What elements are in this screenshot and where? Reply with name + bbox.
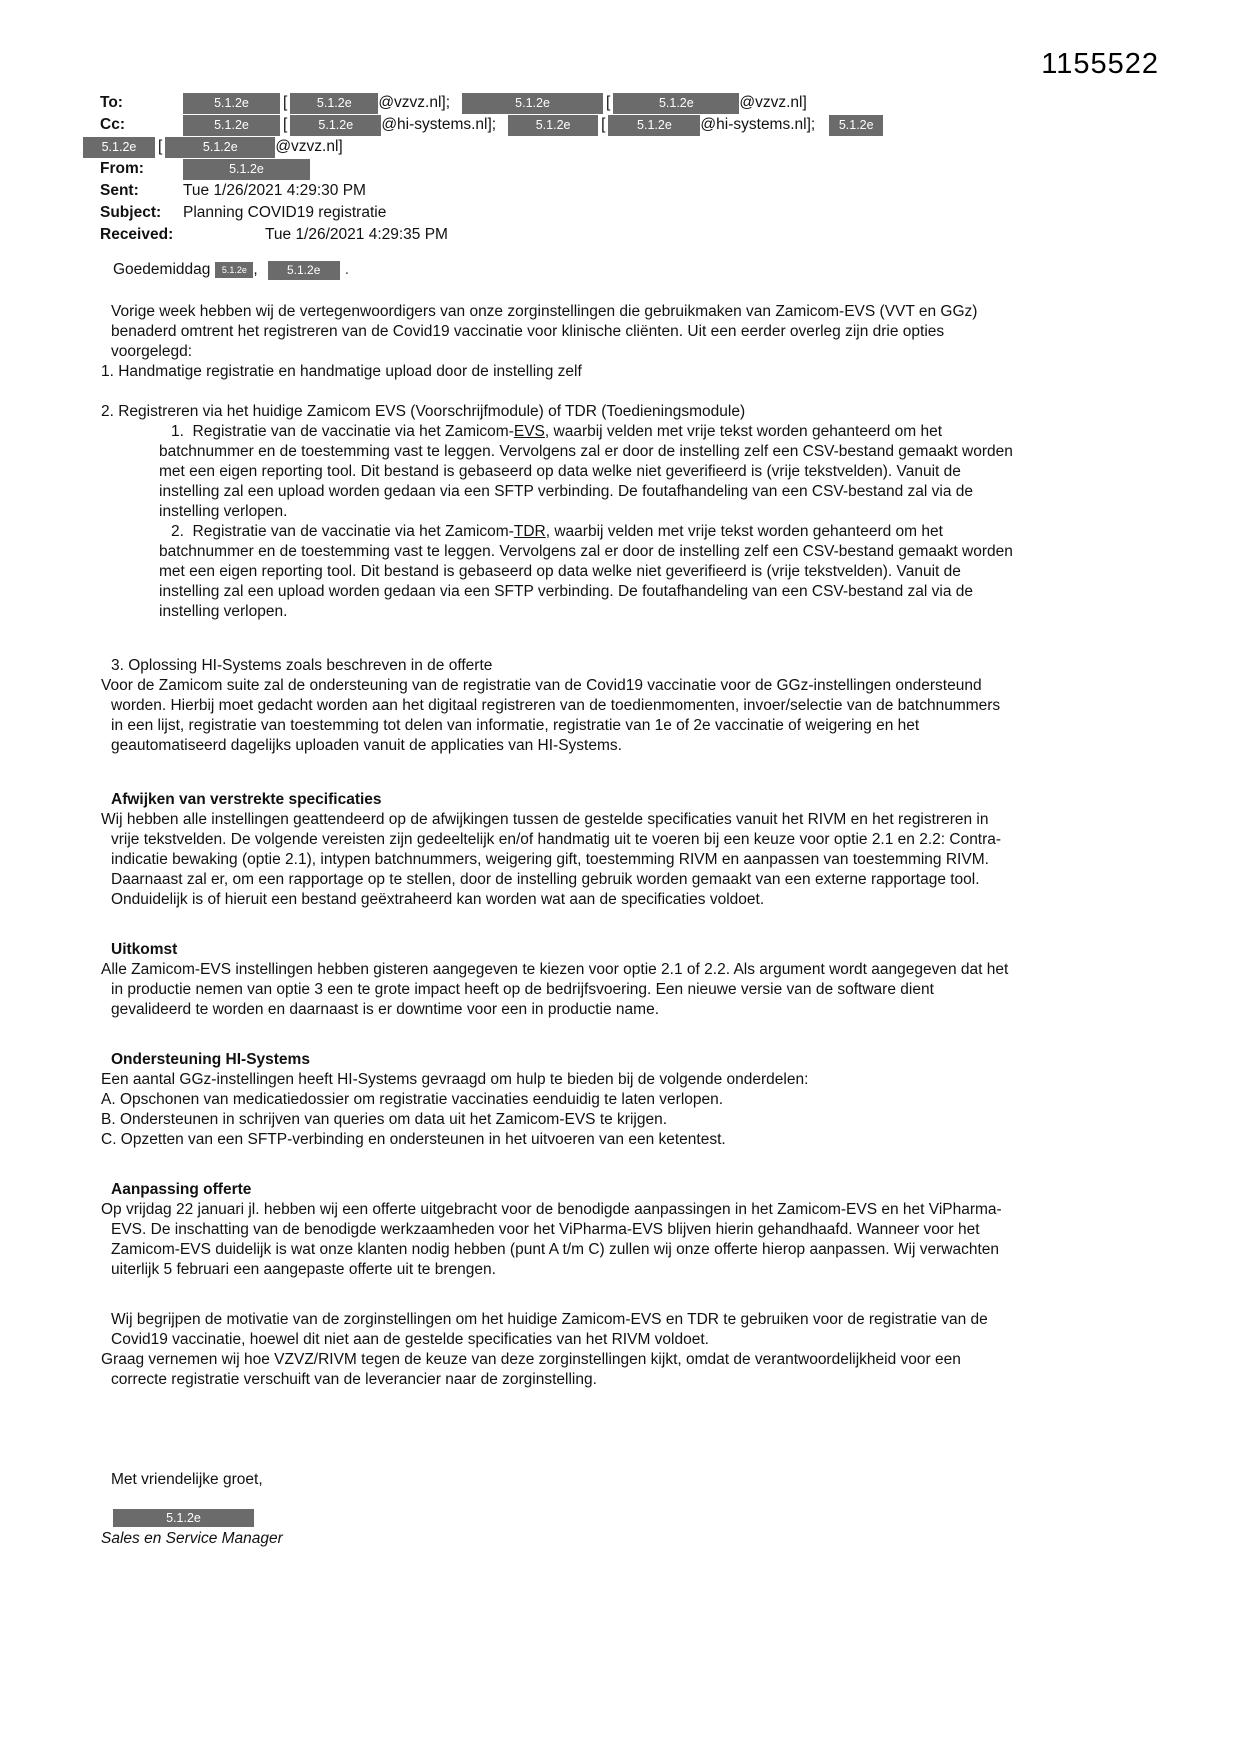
address-domain: @hi-systems.nl]; [381, 116, 497, 133]
to-row [83, 92, 983, 114]
redaction-box: 5.1.2e [462, 93, 603, 114]
received-value: Tue 1/26/2021 4:29:35 PM [265, 226, 448, 243]
sent-value: Tue 1/26/2021 4:29:30 PM [183, 182, 366, 199]
option-2-sub-2 [101, 522, 1018, 622]
redaction-box: 5.1.2e [215, 262, 253, 278]
sub-item-text: 2. Registratie van de vaccinatie via het Zamicom- [171, 523, 514, 540]
redaction-box: 5.1.2e [508, 115, 598, 136]
from-label: From: [100, 160, 144, 177]
email-header [83, 92, 983, 246]
greeting-period: . [344, 261, 349, 278]
greeting-comma: , [253, 261, 258, 278]
cc-row [83, 114, 983, 136]
sub-item-text: , waarbij velden met vrije tekst worden gehanteerd om het batchnummer en de toestemming vast te leggen. Vervolgens zal er door de instelling zelf een CSV-bestand gemaakt worden met een eigen reporting tool. Dit bestand is gebaseerd op data welke niet geverifieerd is (vrije tekstvelden). Vanuit de instelling zal een upload worden gedaan via een SFTP verbinding. De foutafhandeling van een CSV-bestand zal via de instelling verlopen. [159, 523, 1018, 620]
redaction-box: 5.1.2e [165, 137, 275, 158]
option-2-sub-1 [101, 422, 1018, 522]
to-label: To: [100, 94, 123, 111]
underlined-term: EVS [513, 423, 545, 440]
redaction-box: 5.1.2e [183, 159, 310, 180]
option-1: 1. Handmatige registratie en handmatige upload door de instelling zelf [101, 363, 582, 380]
subject-label: Subject: [100, 204, 162, 221]
section-heading-uitkomst: Uitkomst [111, 941, 178, 958]
redaction-box: 5.1.2e [83, 137, 155, 158]
address-domain: @vzvz.nl] [275, 138, 343, 155]
section-heading-aanpassing: Aanpassing offerte [111, 1181, 252, 1198]
underlined-term: TDR [513, 523, 546, 540]
sent-row [83, 180, 983, 202]
received-row [83, 224, 983, 246]
cc-continuation-row [83, 136, 983, 158]
address-domain: @hi-systems.nl]; [700, 116, 816, 133]
list-item-c: C. Opzetten van een SFTP-verbinding en ondersteunen in het uitvoeren van een ketentest. [101, 1131, 726, 1148]
redaction-box: 5.1.2e [613, 93, 739, 114]
address-bracket: [ [158, 138, 163, 155]
sub-item-text: 1. Registratie van de vaccinatie via het Zamicom- [171, 423, 514, 440]
redaction-box: 5.1.2e [268, 261, 340, 280]
signature-title: Sales en Service Manager [101, 1530, 283, 1547]
greeting-text: Goedemiddag [113, 261, 211, 278]
paragraph-aanpassing: Op vrijdag 22 januari jl. hebben wij een offerte uitgebracht voor de benodigde aanpassingen in het Zamicom-EVS en het ViPharma-EVS. De inschatting van de benodigde werkzaamheden voor het ViPharma-EVS blijven hierin gehandhaafd. Wanneer voor het Zamicom-EVS duidelijk is wat onze klanten nodig hebben (punt A t/m C) zullen wij onze offerte hierop aanpassen. Wij verwachten uiterlijk 5 februari een aangepaste offerte uit te brengen. [101, 1201, 1004, 1278]
paragraph-intro: Vorige week hebben wij de vertegenwoordigers van onze zorginstellingen die gebruikmaken van Zamicom-EVS (VVT en GGz) benaderd omtrent het registreren van de Covid19 vaccinatie voor klinische cliënten. Uit een eerder overleg zijn drie opties voorgelegd: [111, 303, 982, 360]
sub-item-text: , waarbij velden met vrije tekst worden gehanteerd om het batchnummer en de toestemming vast te leggen. Vervolgens zal er door de instelling zelf een CSV-bestand gemaakt worden met een eigen reporting tool. Dit bestand is gebaseerd op data welke niet geverifieerd is (vrije tekstvelden). Vanuit de instelling zal een upload worden gedaan via een SFTP verbinding. De foutafhandeling van een CSV-bestand zal via de instelling verlopen. [159, 423, 1018, 520]
signature-redaction-box: 5.1.2e [113, 1509, 254, 1527]
paragraph-ondersteuning: Een aantal GGz-instellingen heeft HI-Systems gevraagd om hulp te bieden bij de volgende onderdelen: [101, 1071, 809, 1088]
redaction-box: 5.1.2e [290, 115, 381, 136]
address-domain: @vzvz.nl]; [378, 94, 451, 111]
redaction-box: 5.1.2e [829, 115, 883, 136]
received-label: Received: [100, 226, 174, 243]
paragraph-begrip: Wij begrijpen de motivatie van de zorginstellingen om het huidige Zamicom-EVS en TDR te gebruiken voor de registratie van de Covid19 vaccinatie, hoewel dit niet aan de gestelde specificaties van het RIVM voldoet. [111, 1311, 993, 1348]
option-3: 3. Oplossing HI-Systems zoals beschreven in de offerte [111, 657, 493, 674]
list-item-b: B. Ondersteunen in schrijven van queries om data uit het Zamicom-EVS te krijgen. [101, 1111, 668, 1128]
sent-label: Sent: [100, 182, 139, 199]
option-2: 2. Registreren via het huidige Zamicom EVS (Voorschrijfmodule) of TDR (Toedieningsmodule) [101, 403, 746, 420]
closing: Met vriendelijke groet, [111, 1471, 263, 1488]
paragraph-uitkomst: Alle Zamicom-EVS instellingen hebben gisteren aangegeven te kiezen voor optie 2.1 of 2.2. Als argument wordt aangegeven dat het in productie nemen van optie 3 een te grote impact heeft op de bedrijfsvoering. Een nieuwe versie van de software dient gevalideerd te worden en daarnaast is er downtime voor een in productie name. [101, 961, 1013, 1018]
redaction-box: 5.1.2e [608, 115, 700, 136]
section-heading-ondersteuning: Ondersteuning HI-Systems [111, 1051, 310, 1068]
redaction-box: 5.1.2e [290, 93, 378, 114]
from-row [83, 158, 983, 180]
address-bracket: [ [283, 116, 288, 133]
document-id: 1155522 [1041, 48, 1159, 80]
paragraph-option3: Voor de Zamicom suite zal de ondersteuning van de registratie van de Covid19 vaccinatie voor de GGz-instellingen ondersteund worden. Hierbij moet gedacht worden aan het digitaal registreren van de toedienmomenten, invoer/selectie van de batchnummers in een lijst, registratie van toestemming tot delen van informatie, registratie van 1e of 2e vaccinatie of weigering en het geautomatiseerd dagelijks uploaden vanuit de applicaties van HI-Systems. [101, 677, 1005, 754]
list-item-a: A. Opschonen van medicatiedossier om registratie vaccinaties eenduidig te laten verlopen. [101, 1091, 724, 1108]
redaction-box: 5.1.2e [183, 93, 280, 114]
email-body [101, 260, 1018, 1549]
subject-row [83, 202, 983, 224]
address-bracket: [ [283, 94, 288, 111]
paragraph-afwijken: Wij hebben alle instellingen geattendeerd op de afwijkingen tussen de gestelde specificaties vanuit het RIVM en het registreren in vrije tekstvelden. De volgende vereisten zijn gedeeltelijk en/of handmatig uit te voeren bij een keuze voor optie 2.1 en 2.2: Contra-indicatie bewaking (optie 2.1), intypen batchnummers, weigering gift, toestemming RIVM en aanpassen van toestemming RIVM. Daarnaast zal er, om een rapportage op te stellen, door de instelling gebruik worden gemaakt van een externe rapportage tool. Onduidelijk is of hieruit een bestand geëxtraheerd kan worden wat aan de specificaties voldoet. [101, 811, 1002, 908]
section-heading-afwijken: Afwijken van verstrekte specificaties [111, 791, 382, 808]
address-bracket: [ [606, 94, 611, 111]
greeting [101, 260, 1013, 280]
address-bracket: [ [601, 116, 606, 133]
redaction-box: 5.1.2e [183, 115, 280, 136]
subject-value: Planning COVID19 registratie [183, 204, 387, 221]
cc-label: Cc: [100, 116, 125, 133]
address-domain: @vzvz.nl] [739, 94, 807, 111]
paragraph-graag: Graag vernemen wij hoe VZVZ/RIVM tegen de keuze van deze zorginstellingen kijkt, omdat de verantwoordelijkheid voor een correcte registratie verschuift van de leverancier naar de zorginstelling. [101, 1351, 966, 1388]
